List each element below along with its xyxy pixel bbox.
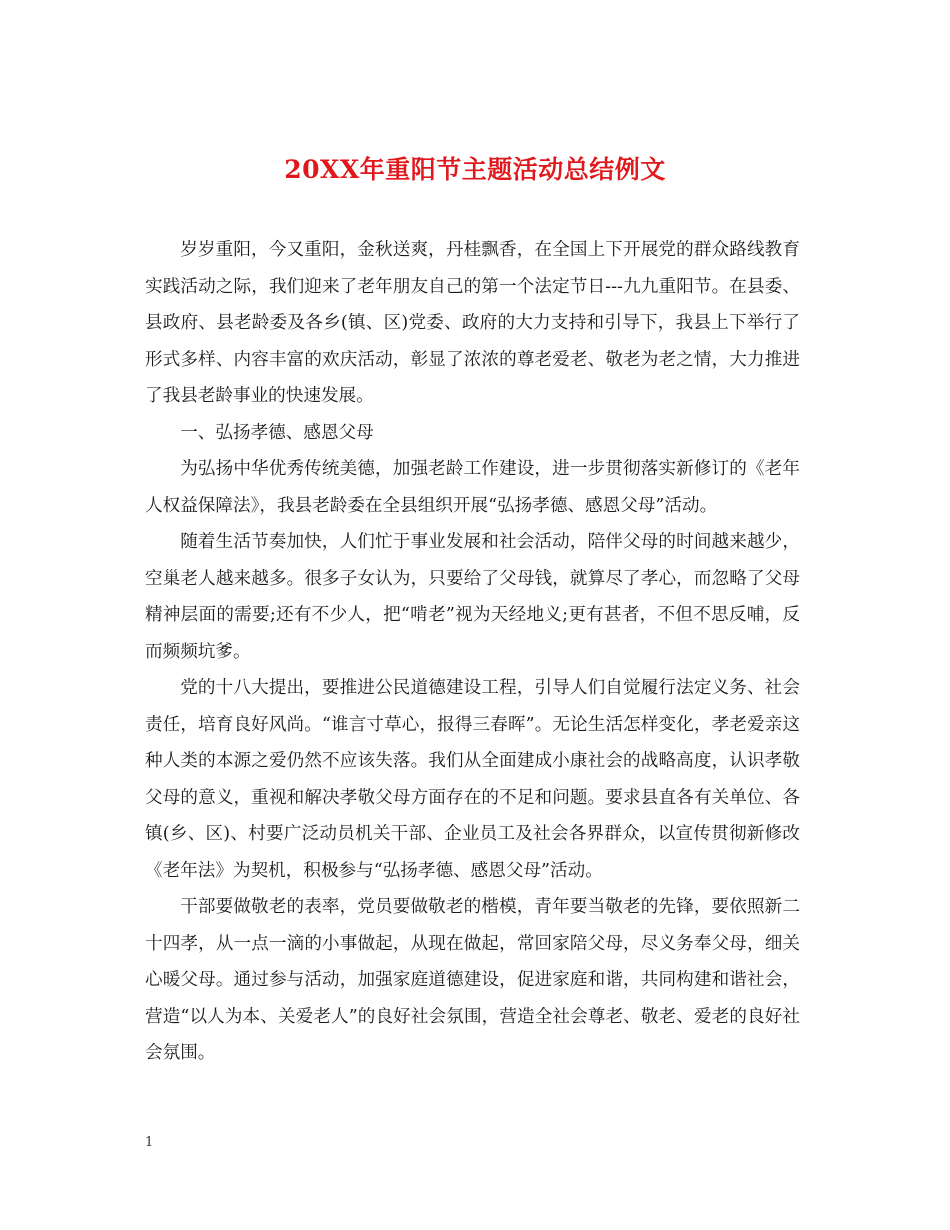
document-title: 20XX年重阳节主题活动总结例文: [284, 154, 666, 184]
paragraph-intro: 岁岁重阳，今又重阳，金秋送爽，丹桂飘香，在全国上下开展党的群众路线教育实践活动之际，我们迎来了老年朋友自己的第一个法定节日---九九重阳节。在县委、县政府、县老龄委及各乡(镇、区)党委、政府的大力支持和引导下，我县上下举行了形式多样、内容丰富的欢庆活动，彰显了浓浓的尊老爱老、敬老为老之情，大力推进了我县老龄事业的快速发展。: [145, 240, 800, 406]
paragraph-requirements: 党的十八大提出，要推进公民道德建设工程，引导人们自觉履行法定义务、社会责任，培育良好风尚。“谁言寸草心，报得三春晖”。无论生活怎样变化，孝老爱亲这种人类的本源之爱仍然不应该失落。我们从全面建成小康社会的战略高度，认识孝敬父母的意义，重视和解决孝敬父母方面存在的不足和问题。要求县直各有关单位、各镇(乡、区)、村要广泛动员机关干部、企业员工及社会各界群众，以宣传贯彻新修改《老年法》为契机，积极参与“弘扬孝德、感恩父母”活动。: [145, 678, 800, 881]
page-number: 1: [145, 1135, 154, 1150]
paragraph-purpose: 为弘扬中华优秀传统美德，加强老龄工作建设，进一步贯彻落实新修订的《老年人权益保障法》，我县老龄委在全县组织开展“弘扬孝德、感恩父母”活动。: [145, 459, 800, 516]
section-heading-1: 一、弘扬孝德、感恩父母: [180, 422, 374, 443]
paragraph-cadres: 干部要做敬老的表率，党员要做敬老的楷模，青年要当敬老的先锋，要依照新二十四孝，从一点一滴的小事做起，从现在做起，常回家陪父母，尽义务奉父母，细关心暖父母。通过参与活动，加强家庭道德建设，促进家庭和谐，共同构建和谐社会，营造“以人为本、关爱老人”的良好社会氛围，营造全社会尊老、敬老、爱老的良好社会氛围。: [145, 897, 800, 1063]
paragraph-background: 随着生活节奏加快，人们忙于事业发展和社会活动，陪伴父母的时间越来越少，空巢老人越来越多。很多子女认为，只要给了父母钱，就算尽了孝心，而忽略了父母精神层面的需要;还有不少人，把“啃老”视为天经地义;更有甚者，不但不思反哺，反而频频坑爹。: [145, 532, 800, 662]
document-body: [145, 232, 800, 1072]
